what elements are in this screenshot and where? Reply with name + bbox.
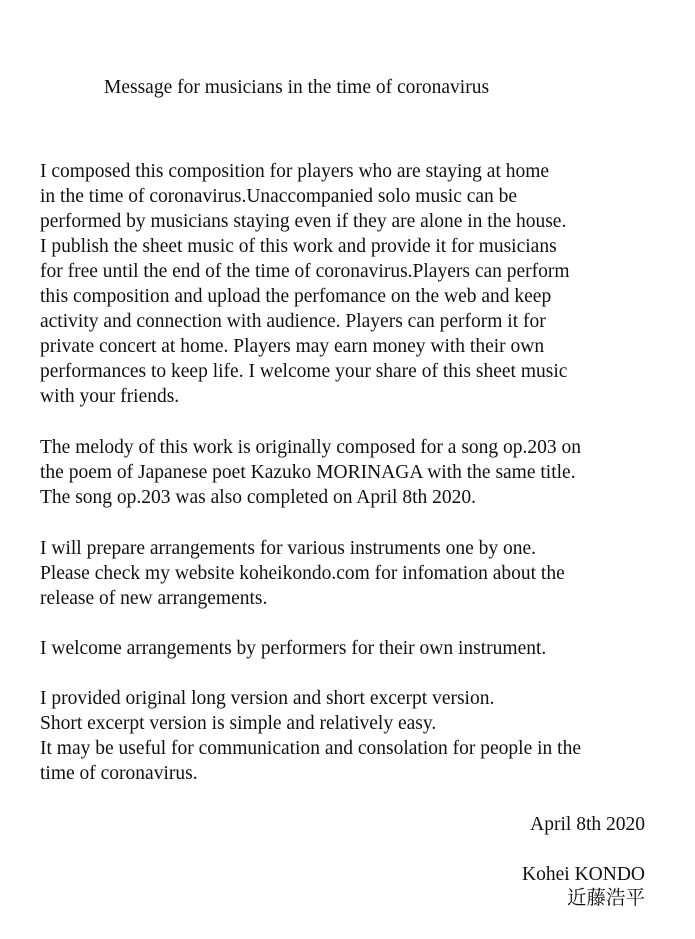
- text-line: for free until the end of the time of coronavirus.Players can perform: [40, 261, 570, 282]
- paragraph-intro: [40, 159, 570, 409]
- text-line: with your friends.: [40, 386, 180, 407]
- text-line: time of coronavirus.: [40, 763, 198, 784]
- text-line: this composition and upload the perfomance on the web and keep: [40, 286, 552, 307]
- text-line: The song op.203 was also completed on April 8th 2020.: [40, 487, 476, 508]
- author-name: Kohei KONDO: [522, 864, 645, 885]
- text-line: I publish the sheet music of this work and provide it for musicians: [40, 236, 557, 257]
- text-line: performed by musicians staying even if they are alone in the house.: [40, 211, 567, 232]
- text-line: the poem of Japanese poet Kazuko MORINAGA with the same title.: [40, 462, 576, 483]
- text-line: Please check my website koheikondo.com for infomation about the: [40, 563, 565, 584]
- text-line: Short excerpt version is simple and relatively easy.: [40, 713, 437, 734]
- text-line: performances to keep life. I welcome your share of this sheet music: [40, 361, 568, 382]
- text-line: It may be useful for communication and consolation for people in the: [40, 738, 581, 759]
- text-line: activity and connection with audience. Players can perform it for: [40, 311, 546, 332]
- text-line: I will prepare arrangements for various instruments one by one.: [40, 538, 537, 559]
- text-line: in the time of coronavirus.Unaccompanied solo music can be: [40, 186, 518, 207]
- text-line: The melody of this work is originally composed for a song op.203 on: [40, 437, 582, 458]
- paragraph-melody: [40, 435, 581, 510]
- text-line: I composed this composition for players who are staying at home: [40, 161, 550, 182]
- author-name-japanese: 近藤浩平: [566, 888, 645, 909]
- text-line: I welcome arrangements by performers for their own instrument.: [40, 638, 547, 659]
- text-line: release of new arrangements.: [40, 588, 268, 609]
- page-title: Message for musicians in the time of coronavirus: [104, 77, 490, 98]
- paragraph-versions: [40, 686, 581, 786]
- paragraph-welcome: [40, 636, 546, 661]
- text-line: private concert at home. Players may earn money with their own: [40, 336, 545, 357]
- document-date: April 8th 2020: [530, 814, 645, 835]
- text-line: I provided original long version and short excerpt version.: [40, 688, 495, 709]
- paragraph-arrangements: [40, 536, 565, 611]
